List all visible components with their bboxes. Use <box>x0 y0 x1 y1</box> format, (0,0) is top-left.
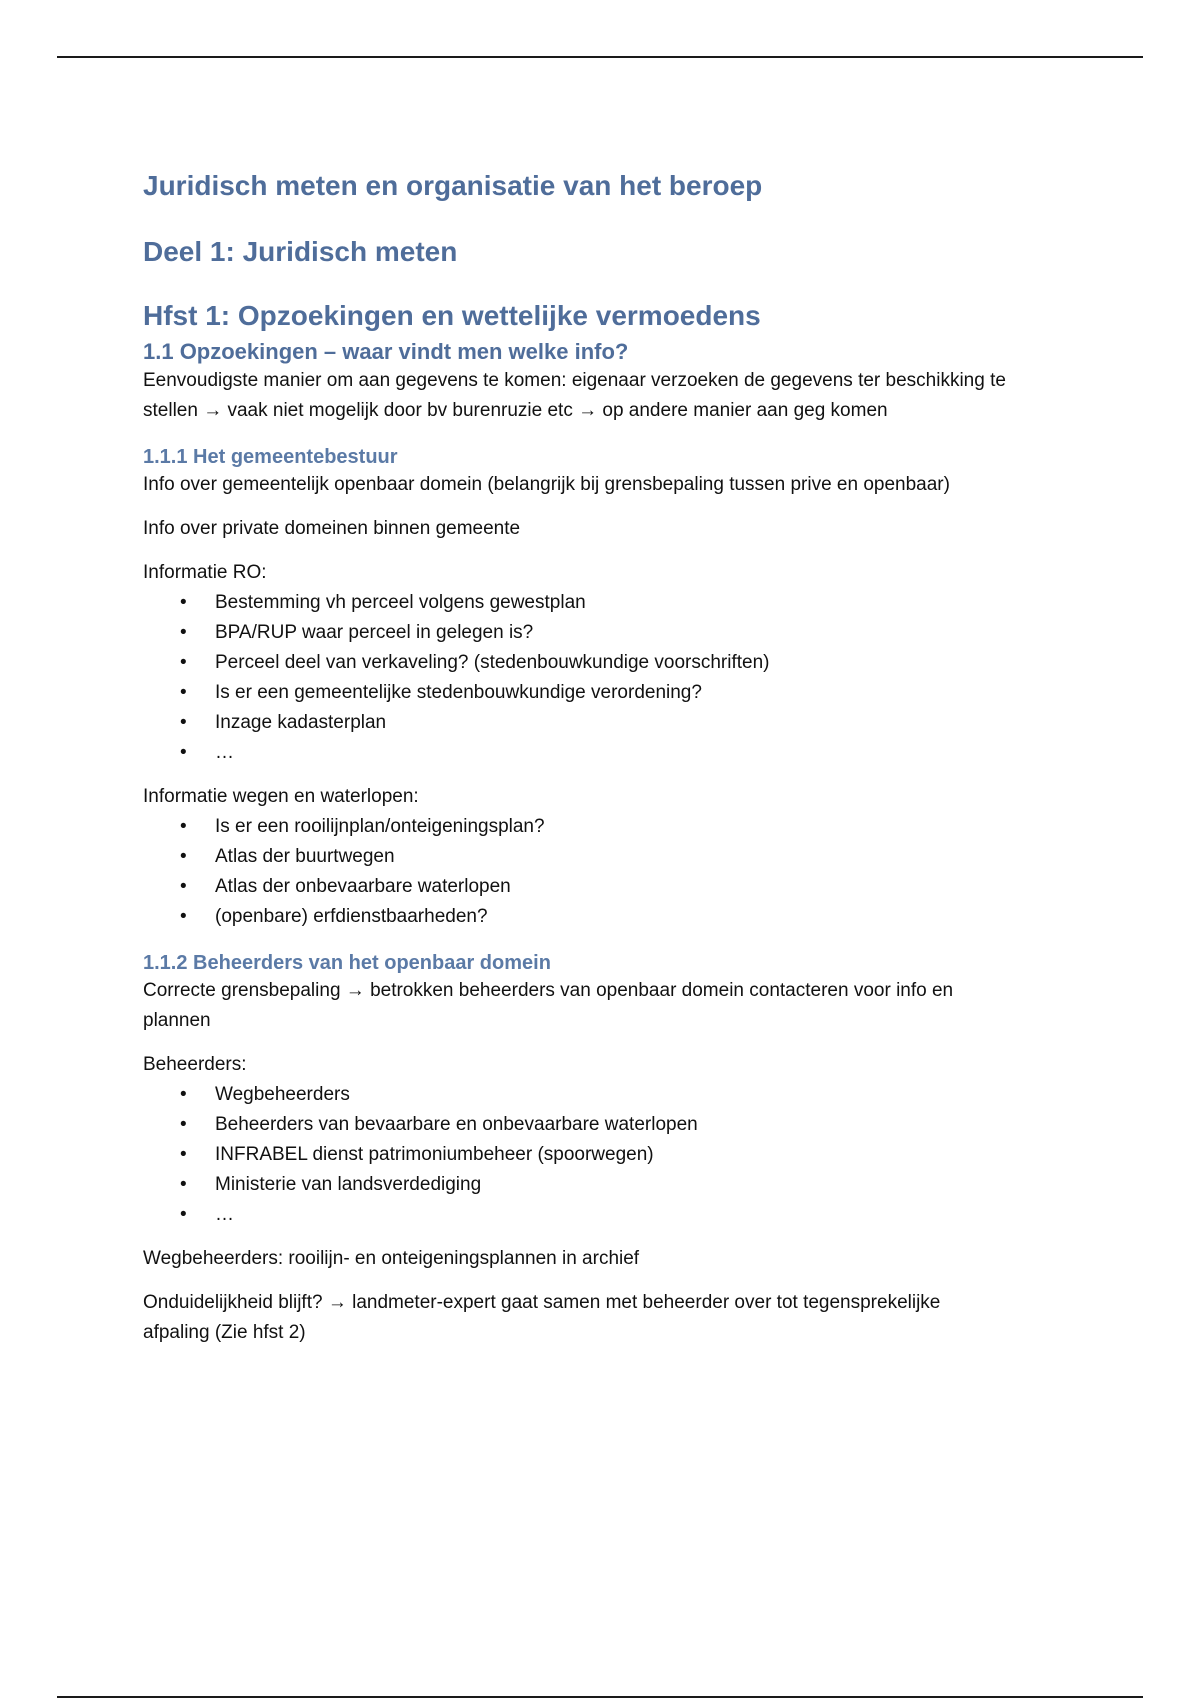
part-heading: Deel 1: Juridisch meten <box>143 236 458 267</box>
bullet-icon: • <box>180 1204 187 1225</box>
list-item: • INFRABEL dienst patrimoniumbeheer (spoorwegen) <box>215 1140 1063 1170</box>
paragraph <box>143 1288 1063 1348</box>
bullet-list-ro <box>143 588 1063 768</box>
paragraph-line: Eenvoudigste manier om aan gegevens te komen: eigenaar verzoeken de gegevens ter beschikking te <box>143 370 1006 391</box>
list-item: • Inzage kadasterplan <box>215 708 1063 738</box>
bullet-icon: • <box>180 1114 187 1135</box>
section-heading-1-1-2: 1.1.2 Beheerders van het openbaar domein <box>143 952 551 974</box>
list-item: • … <box>215 1200 1063 1230</box>
list-item: • … <box>215 738 1063 768</box>
list-label: Beheerders: <box>143 1054 247 1075</box>
paragraph-line: plannen <box>143 1010 211 1031</box>
paragraph: Wegbeheerders: rooilijn- en onteigeningsplannen in archief <box>143 1248 640 1269</box>
paragraph: Info over gemeentelijk openbaar domein (belangrijk bij grensbepaling tussen prive en openbaar) <box>143 474 950 495</box>
list-item: • BPA/RUP waar perceel in gelegen is? <box>215 618 1063 648</box>
footer-rule <box>57 1696 1143 1698</box>
paragraph-line: stellen → vaak niet mogelijk door bv burenruzie etc → op andere manier aan geg komen <box>143 400 888 421</box>
bullet-list-beheerders <box>143 1080 1063 1230</box>
list-item: • Wegbeheerders <box>215 1080 1063 1110</box>
bullet-icon: • <box>180 622 187 643</box>
paragraph-line: afpaling (Zie hfst 2) <box>143 1322 306 1343</box>
chapter-heading: Hfst 1: Opzoekingen en wettelijke vermoedens <box>143 300 761 331</box>
bullet-icon: • <box>180 682 187 703</box>
list-item: • Is er een gemeentelijke stedenbouwkundige verordening? <box>215 678 1063 708</box>
bullet-icon: • <box>180 742 187 763</box>
bullet-icon: • <box>180 652 187 673</box>
paragraph-line: Onduidelijkheid blijft? → landmeter-expert gaat samen met beheerder over tot tegensprekelijke <box>143 1292 941 1313</box>
paragraph: Info over private domeinen binnen gemeente <box>143 518 521 539</box>
bullet-icon: • <box>180 816 187 837</box>
bullet-icon: • <box>180 712 187 733</box>
list-item: • Atlas der buurtwegen <box>215 842 1063 872</box>
list-item: • Beheerders van bevaarbare en onbevaarbare waterlopen <box>215 1110 1063 1140</box>
list-item: • Is er een rooilijnplan/onteigeningsplan? <box>215 812 1063 842</box>
paragraph <box>143 366 1063 426</box>
list-label: Informatie RO: <box>143 562 267 583</box>
document-body <box>143 168 1063 1348</box>
document-title: Juridisch meten en organisatie van het beroep <box>143 170 763 201</box>
list-item: • Perceel deel van verkaveling? (stedenbouwkundige voorschriften) <box>215 648 1063 678</box>
bullet-icon: • <box>180 1144 187 1165</box>
list-item: • (openbare) erfdienstbaarheden? <box>215 902 1063 932</box>
list-item: • Bestemming vh perceel volgens gewestplan <box>215 588 1063 618</box>
list-item: • Atlas der onbevaarbare waterlopen <box>215 872 1063 902</box>
bullet-icon: • <box>180 1084 187 1105</box>
bullet-icon: • <box>180 876 187 897</box>
bullet-icon: • <box>180 1174 187 1195</box>
section-heading-1-1-1: 1.1.1 Het gemeentebestuur <box>143 446 398 468</box>
header-rule <box>57 56 1143 58</box>
paragraph-line: Correcte grensbepaling → betrokken beheerders van openbaar domein contacteren voor info en <box>143 980 954 1001</box>
bullet-icon: • <box>180 906 187 927</box>
bullet-icon: • <box>180 592 187 613</box>
list-label: Informatie wegen en waterlopen: <box>143 786 419 807</box>
section-heading-1-1: 1.1 Opzoekingen – waar vindt men welke info? <box>143 339 629 364</box>
list-item: • Ministerie van landsverdediging <box>215 1170 1063 1200</box>
bullet-list-wegen <box>143 812 1063 932</box>
paragraph <box>143 976 1063 1036</box>
bullet-icon: • <box>180 846 187 867</box>
